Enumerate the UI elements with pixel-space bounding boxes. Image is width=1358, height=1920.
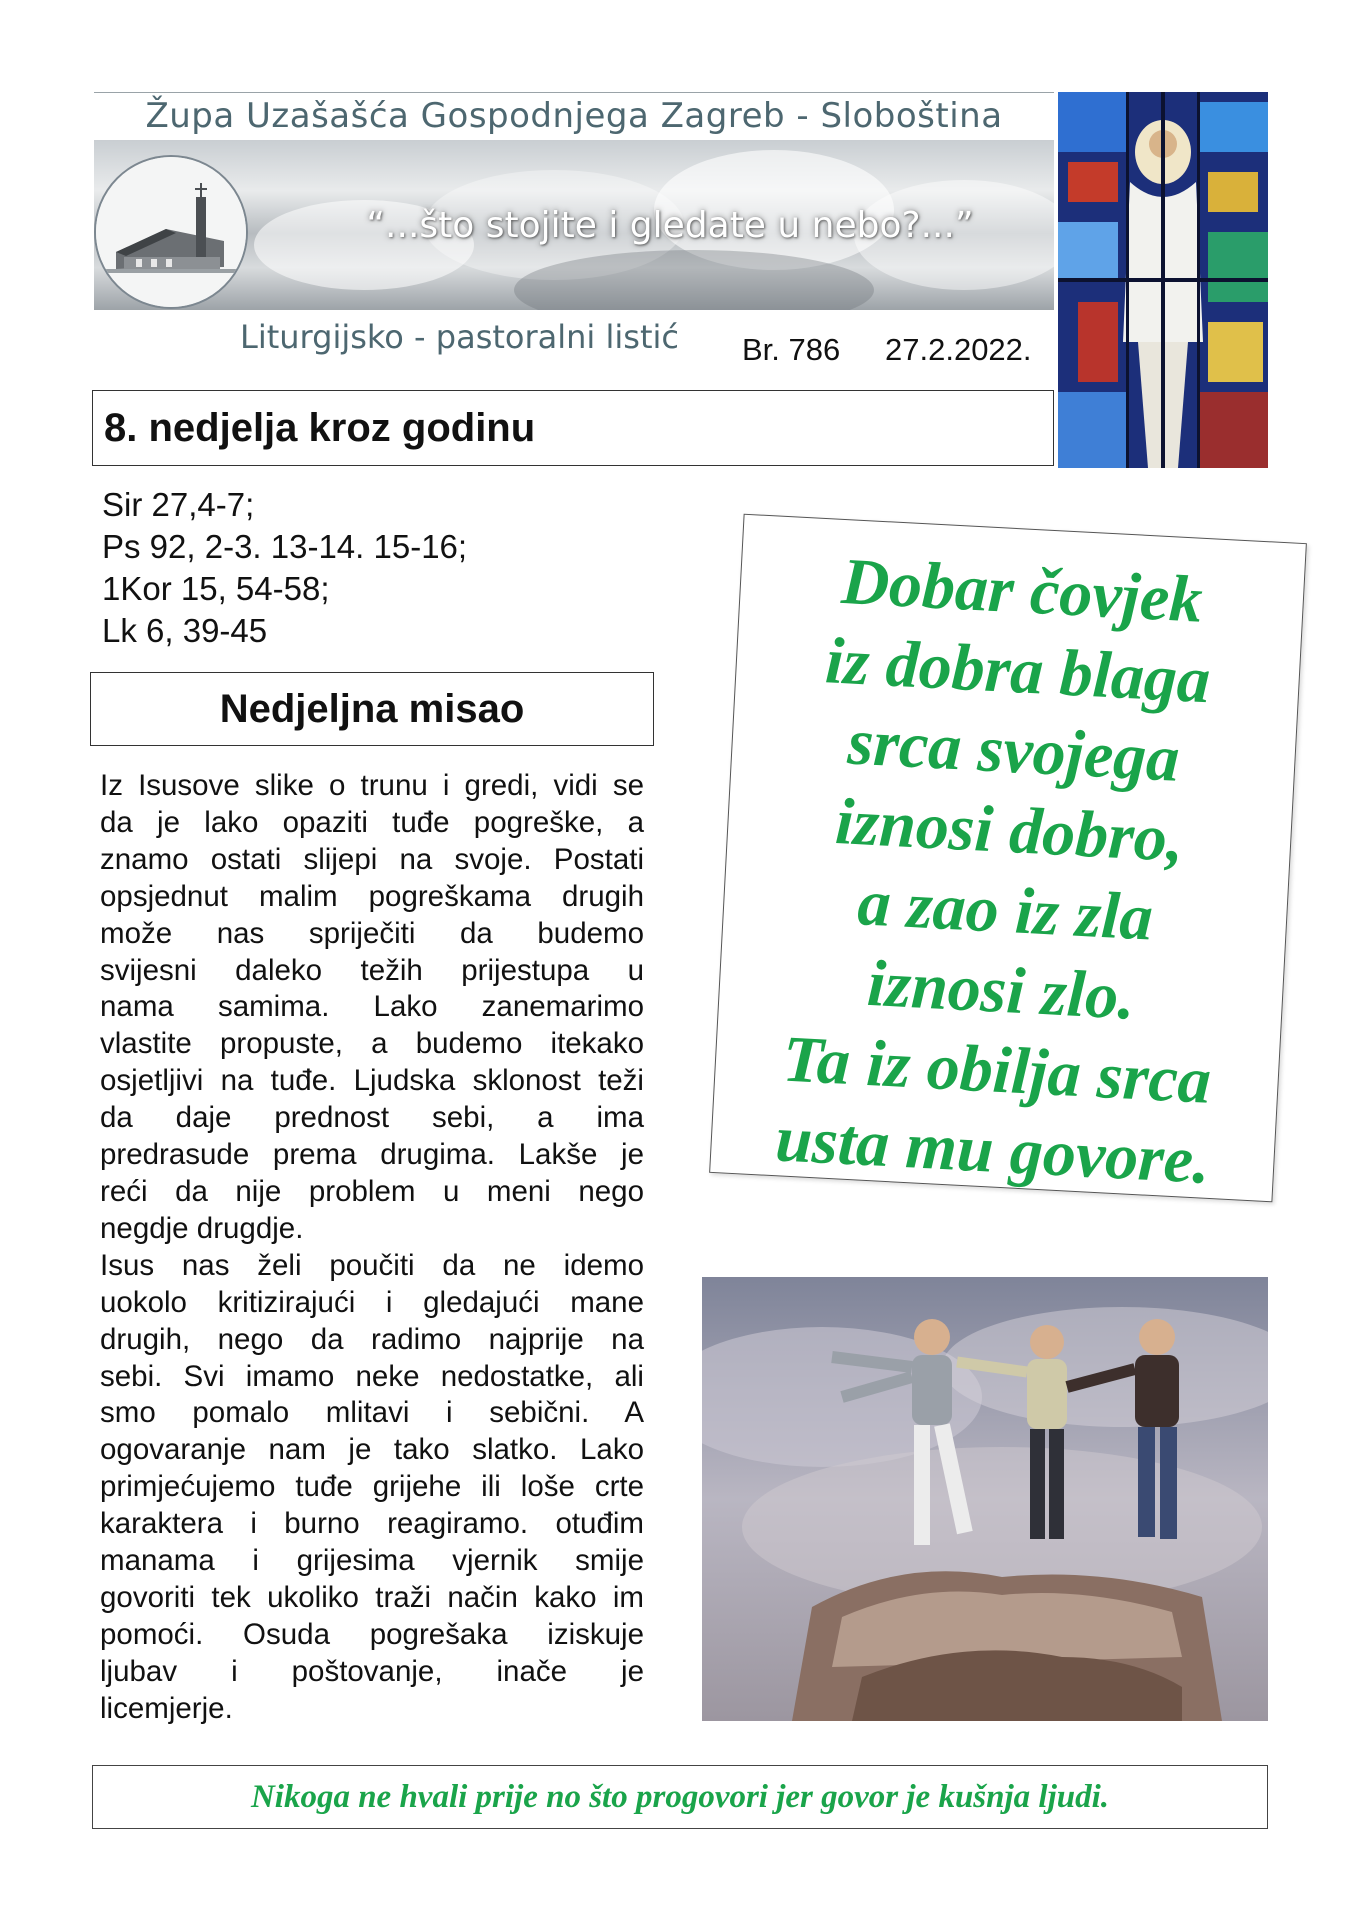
text-line: smo pomalo mlitavi i sebični. A [100, 1396, 644, 1430]
quote-line: iznosi zlo. [865, 946, 1137, 1034]
reading-item: Ps 92, 2-3. 13-14. 15-16; [102, 528, 468, 565]
text-line: reći da nije problem u meni nego [100, 1174, 644, 1208]
parish-title: Župa Uzašašća Gospodnjega Zagreb - Sloboština [94, 92, 1054, 139]
text-line: primjećujemo tuđe grijehe ili loše crte [100, 1470, 644, 1504]
text-line: govoriti tek ukoliko traži način kako im [100, 1580, 644, 1614]
text-line: licemjerje. [100, 1691, 233, 1725]
quote-line: usta mu govore. [773, 1102, 1212, 1198]
text-line: negdje drugdje. [100, 1211, 304, 1245]
text-line: svijesni daleko težih prijestupa u [100, 953, 644, 987]
text-line: može nas spriječiti da budemo [100, 916, 644, 950]
text-line: ogovaranje nam je tako slatko. Lako [100, 1433, 644, 1467]
blindfolded-people-illustration [702, 1277, 1268, 1721]
text-line: predrasude prema drugima. Lakše je [100, 1138, 644, 1172]
scripture-readings [102, 484, 467, 652]
text-line: uokolo kritizirajući i gledajući mane [100, 1285, 644, 1319]
quote-line: iz dobra blaga [823, 624, 1212, 718]
quote-card [709, 514, 1307, 1203]
reflection-paragraph-2 [100, 1248, 644, 1728]
text-line: da daje prednost sebi, a ima [100, 1101, 644, 1135]
text-line: znamo ostati slijepi na svoje. Postati [100, 842, 644, 876]
reading-item: Lk 6, 39-45 [102, 612, 268, 649]
text-line: sebi. Svi imamo neke nedostatke, ali [100, 1359, 644, 1393]
text-line: osjetljivi na tuđe. Ljudska sklonost teži [100, 1064, 644, 1098]
text-line: opsjednut malim pogreškama drugih [100, 879, 644, 913]
quote-card-text [710, 537, 1305, 1206]
reading-item: 1Kor 15, 54-58; [102, 570, 330, 607]
text-line: pomoći. Osuda pogrešaka iziskuje [100, 1617, 644, 1651]
reflection-body [100, 768, 644, 1728]
text-line: karaktera i burno reagiramo. otuđim [100, 1507, 644, 1541]
issue-number: Br. 786 [742, 332, 841, 367]
text-line: Iz Isusove slike o trunu i gredi, vidi se [100, 769, 644, 802]
stained-glass-image [1058, 92, 1268, 468]
church-logo-icon [94, 155, 248, 309]
footer-quote: Nikoga ne hvali prije no što progovori jer govor je kušnja ljudi. [250, 1779, 1110, 1815]
quote-line: iznosi dobro, [833, 784, 1186, 877]
text-line: drugih, nego da radimo najprije na [100, 1322, 644, 1356]
motto-text: “...što stojite i gledate u nebo?...” [366, 205, 974, 246]
text-line: vlastite propuste, a budemo itekako [100, 1027, 644, 1061]
text-line: Isus nas želi poučiti da ne idemo [100, 1248, 644, 1282]
text-line: manama i grijesima vjernik smije [100, 1544, 644, 1578]
quote-line: srca svojega [846, 705, 1182, 796]
reading-item: Sir 27,4-7; [102, 486, 255, 523]
quote-line: a zao iz zla [855, 866, 1155, 955]
quote-line: Ta iz obilja srca [781, 1022, 1213, 1118]
text-line: nama samima. Lako zanemarimo [100, 990, 644, 1024]
text-line: ljubav i poštovanje, inače je [100, 1654, 644, 1688]
reflection-paragraph-1 [100, 768, 644, 1248]
reflection-heading: Nedjeljna misao [90, 672, 654, 746]
sunday-title: 8. nedjelja kroz godinu [104, 406, 536, 450]
quote-line: Dobar čovjek [839, 544, 1205, 637]
text-line: da je lako opaziti tuđe pogreške, a [100, 805, 644, 839]
bulletin-subtitle: Liturgijsko - pastoralni listić [240, 318, 679, 356]
issue-date: 27.2.2022. [885, 332, 1032, 367]
